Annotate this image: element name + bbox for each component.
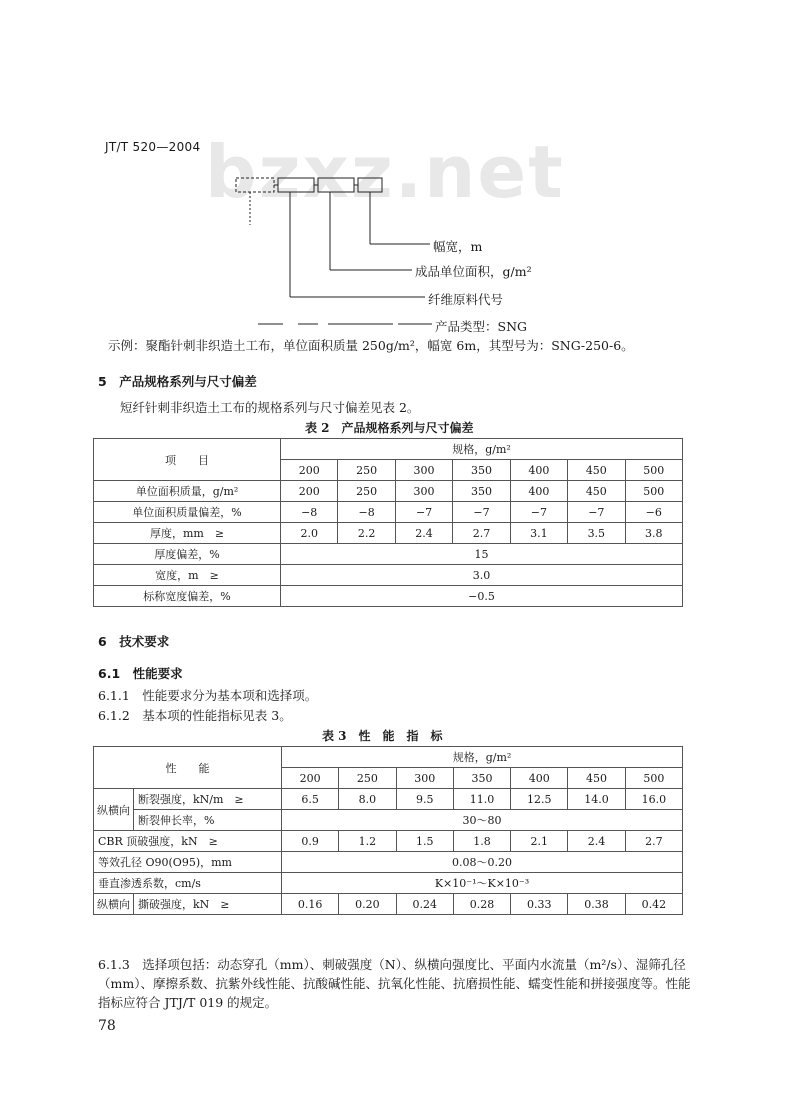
cell: 0.20 — [339, 894, 396, 915]
diagram-label-mass: 成品单位面积，g/m² — [415, 264, 532, 279]
spec-cell: 350 — [453, 460, 510, 481]
cell: 0.9 — [282, 831, 339, 852]
cell: 2.1 — [511, 831, 568, 852]
cell: 2.2 — [338, 523, 395, 544]
cell: 14.0 — [568, 789, 625, 810]
clause-6-1-3 — [98, 955, 698, 1012]
clause-line: 指标应符合 JTJ/T 019 的规定。 — [98, 995, 278, 1010]
table-row — [94, 586, 683, 607]
group-label: 纵横向 — [94, 894, 134, 915]
row-label: 单位面积质量，g/m² — [94, 481, 281, 502]
table-3-head-spec: 规格，g/m² — [282, 747, 683, 768]
cell: 0.28 — [453, 894, 510, 915]
table-row — [94, 873, 683, 894]
code-box — [358, 178, 382, 192]
row-label: CBR 顶破强度，kN ≥ — [94, 831, 282, 852]
spec-cell: 300 — [395, 460, 452, 481]
row-label: 断裂伸长率，% — [134, 810, 282, 831]
group-label: 纵横向 — [94, 789, 134, 831]
cell: K×10⁻¹～K×10⁻³ — [282, 873, 683, 894]
table-row — [94, 502, 683, 523]
cell: 12.5 — [511, 789, 568, 810]
cell: 3.1 — [510, 523, 567, 544]
cell: 2.4 — [395, 523, 452, 544]
cell: −7 — [453, 502, 510, 523]
cell: −6 — [625, 502, 682, 523]
row-label: 撕破强度，kN ≥ — [134, 894, 282, 915]
row-label: 单位面积质量偏差，% — [94, 502, 281, 523]
cell: 3.0 — [281, 565, 683, 586]
diagram-label-width: 幅宽，m — [433, 239, 483, 254]
row-label: 标称宽度偏差，% — [94, 586, 281, 607]
cell: 2.0 — [281, 523, 338, 544]
cell: −8 — [281, 502, 338, 523]
spec-cell: 200 — [282, 768, 339, 789]
spec-cell: 400 — [510, 460, 567, 481]
spec-cell: 250 — [338, 460, 395, 481]
cell: 3.8 — [625, 523, 682, 544]
spec-cell: 300 — [396, 768, 453, 789]
cell: 250 — [338, 481, 395, 502]
code-box — [236, 178, 274, 192]
table-row — [94, 523, 683, 544]
cell: 6.5 — [282, 789, 339, 810]
cell: 450 — [568, 481, 625, 502]
watermark: bzxz.net — [205, 130, 565, 214]
table-2-head-item: 项 目 — [94, 439, 281, 481]
cell: 0.24 — [396, 894, 453, 915]
code-box — [278, 178, 314, 192]
row-label: 断裂强度，kN/m ≥ — [134, 789, 282, 810]
cell: 0.42 — [625, 894, 682, 915]
clause-6-1-2: 6.1.2 基本项的性能指标见表 3。 — [98, 708, 292, 723]
spec-cell: 500 — [625, 768, 682, 789]
table-row — [94, 852, 683, 873]
row-label: 等效孔径 O90(O95)，mm — [94, 852, 282, 873]
cell: 16.0 — [625, 789, 682, 810]
table-3 — [93, 746, 683, 915]
row-label: 宽度，m ≥ — [94, 565, 281, 586]
table-row — [94, 565, 683, 586]
spec-cell: 500 — [625, 460, 682, 481]
cell: 8.0 — [339, 789, 396, 810]
cell: 200 — [281, 481, 338, 502]
spec-cell: 350 — [453, 768, 510, 789]
row-label: 垂直渗透系数，cm/s — [94, 873, 282, 894]
cell: 0.33 — [511, 894, 568, 915]
table-row — [94, 810, 683, 831]
cell: 2.7 — [625, 831, 682, 852]
spec-cell: 400 — [511, 768, 568, 789]
cell: 1.2 — [339, 831, 396, 852]
cell: 15 — [281, 544, 683, 565]
cell: 1.5 — [396, 831, 453, 852]
cell: −7 — [568, 502, 625, 523]
cell: 0.38 — [568, 894, 625, 915]
cell: 300 — [395, 481, 452, 502]
cell: −7 — [395, 502, 452, 523]
table-row — [94, 544, 683, 565]
cell: 500 — [625, 481, 682, 502]
example-text: 示例：聚酯针刺非织造土工布，单位面积质量 250g/m²，幅宽 6m，其型号为：SNG-250-6。 — [108, 338, 634, 353]
clause-line: （mm）、摩擦系数、抗紫外线性能、抗酸碱性能、抗氧化性能、抗磨损性能、蠕变性能和拼接强度等。性能 — [98, 976, 691, 991]
page-number: 78 — [98, 1018, 116, 1034]
cell: 0.08～0.20 — [282, 852, 683, 873]
table-row — [94, 831, 683, 852]
cell: 0.16 — [282, 894, 339, 915]
section-5-title: 5 产品规格系列与尺寸偏差 — [98, 374, 257, 389]
cell: 11.0 — [453, 789, 510, 810]
clause-line: 6.1.3 选择项包括：动态穿孔（mm）、刺破强度（N）、纵横向强度比、平面内水流量（m²/s）、湿筛孔径 — [98, 957, 686, 972]
cell: 3.5 — [568, 523, 625, 544]
code-box — [318, 178, 354, 192]
table-2 — [93, 438, 683, 607]
table-row — [94, 481, 683, 502]
section-5-text: 短纤针刺非织造土工布的规格系列与尺寸偏差见表 2。 — [120, 400, 420, 415]
section-6-1-title: 6.1 性能要求 — [98, 666, 183, 681]
cell: −0.5 — [281, 586, 683, 607]
row-label: 厚度，mm ≥ — [94, 523, 281, 544]
section-6-title: 6 技术要求 — [98, 634, 170, 649]
table-row — [94, 894, 683, 915]
table-3-caption: 表 3 性 能 指 标 — [322, 729, 443, 743]
spec-cell: 450 — [568, 768, 625, 789]
table-row — [94, 789, 683, 810]
spec-cell: 450 — [568, 460, 625, 481]
cell: 400 — [510, 481, 567, 502]
diagram-label-fiber: 纤维原料代号 — [428, 292, 504, 307]
document-header: JT/T 520—2004 — [105, 140, 201, 154]
cell: 9.5 — [396, 789, 453, 810]
diagram-label-type: 产品类型：SNG — [435, 319, 527, 334]
clause-6-1-1: 6.1.1 性能要求分为基本项和选择项。 — [98, 688, 318, 703]
spec-cell: 250 — [339, 768, 396, 789]
model-code-diagram — [0, 0, 800, 340]
cell: 2.4 — [568, 831, 625, 852]
spec-cell: 200 — [281, 460, 338, 481]
cell: 30～80 — [282, 810, 683, 831]
table-3-head-item: 性 能 — [94, 747, 282, 789]
table-2-head-spec: 规格，g/m² — [281, 439, 683, 460]
cell: 350 — [453, 481, 510, 502]
cell: −7 — [510, 502, 567, 523]
cell: 1.8 — [453, 831, 510, 852]
row-label: 厚度偏差，% — [94, 544, 281, 565]
table-2-caption: 表 2 产品规格系列与尺寸偏差 — [305, 421, 474, 435]
cell: 2.7 — [453, 523, 510, 544]
cell: −8 — [338, 502, 395, 523]
